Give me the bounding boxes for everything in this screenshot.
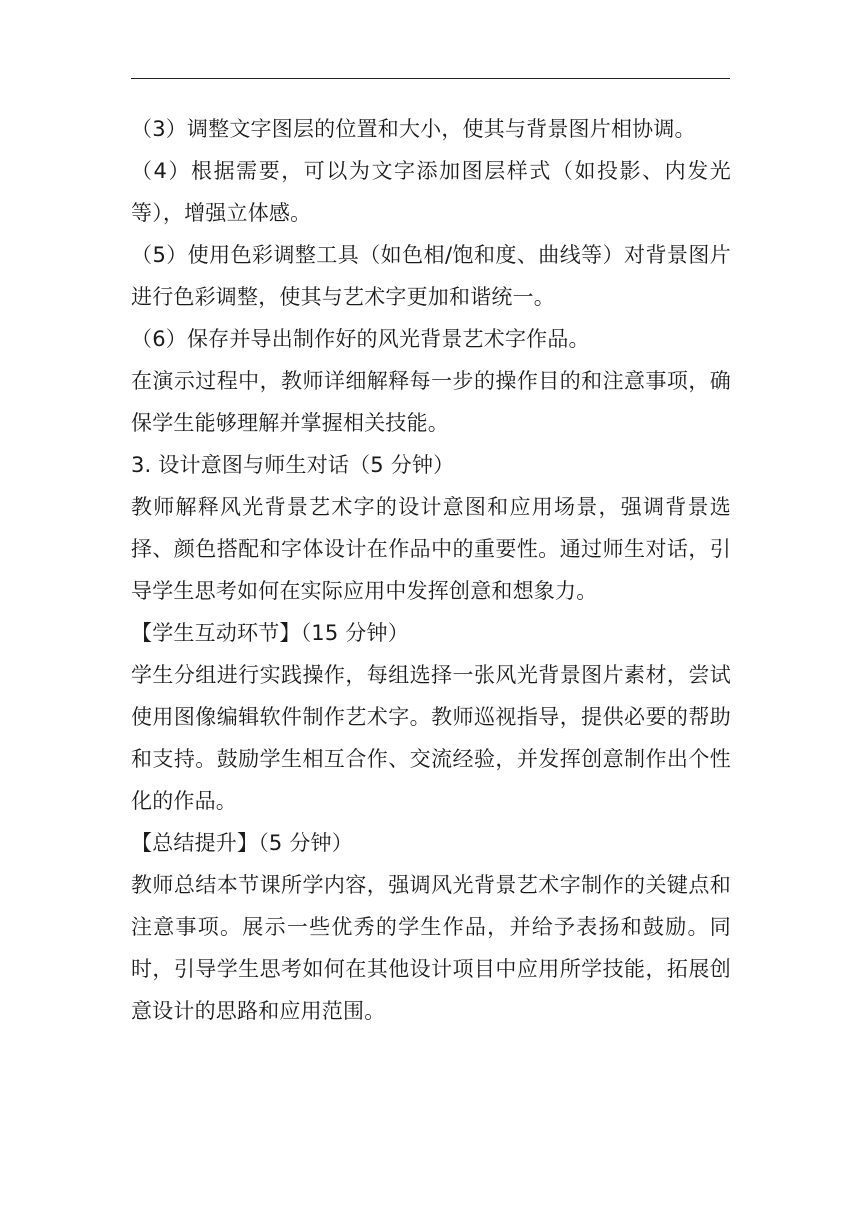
step-3-paragraph: （3）调整文字图层的位置和大小，使其与背景图片相协调。 [131,117,696,141]
demo-explanation-paragraph: 在演示过程中，教师详细解释每一步的操作目的和注意事项，确保学生能够理解并掌握相关技能。 [131,369,731,435]
section-heading-summary: 【总结提升】（5 分钟） [131,831,353,855]
document-body [131,108,731,1032]
section-heading-design-intent: 3. 设计意图与师生对话（5 分钟） [131,453,455,477]
section-heading-student-interaction: 【学生互动环节】（15 分钟） [131,621,409,645]
header-rule [131,78,730,79]
step-4-paragraph: （4）根据需要，可以为文字添加图层样式（如投影、内发光等），增强立体感。 [131,159,731,225]
summary-paragraph: 教师总结本节课所学内容，强调风光背景艺术字制作的关键点和注意事项。展示一些优秀的学生作品，并给予表扬和鼓励。同时，引导学生思考如何在其他设计项目中应用所学技能，拓展创意设计的思路和应用范围。 [131,873,731,1023]
design-intent-paragraph: 教师解释风光背景艺术字的设计意图和应用场景，强调背景选择、颜色搭配和字体设计在作品中的重要性。通过师生对话，引导学生思考如何在实际应用中发挥创意和想象力。 [131,495,731,603]
step-6-paragraph: （6）保存并导出制作好的风光背景艺术字作品。 [131,327,590,351]
student-interaction-paragraph: 学生分组进行实践操作，每组选择一张风光背景图片素材，尝试使用图像编辑软件制作艺术字。教师巡视指导，提供必要的帮助和支持。鼓励学生相互合作、交流经验，并发挥创意制作出个性化的作品。 [131,663,731,813]
step-5-paragraph: （5）使用色彩调整工具（如色相/饱和度、曲线等）对背景图片进行色彩调整，使其与艺术字更加和谐统一。 [131,243,731,309]
